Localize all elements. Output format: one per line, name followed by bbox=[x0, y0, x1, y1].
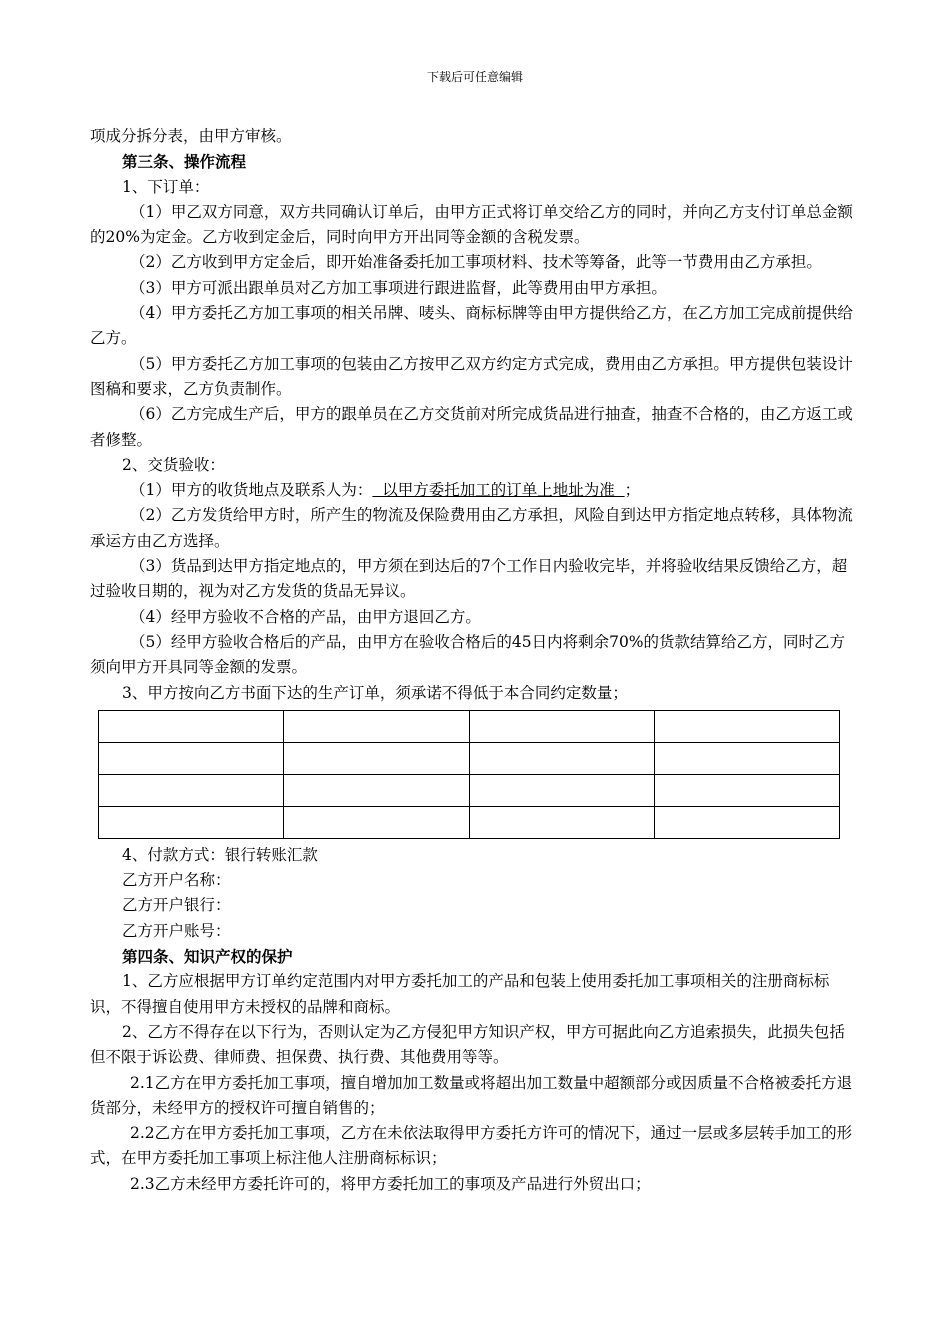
table-cell bbox=[284, 742, 469, 774]
clause-4-1: 1、乙方应根据甲方订单约定范围内对甲方委托加工的产品和包装上使用委托加工事项相关的注册商标标识，不得擅自使用甲方未授权的品牌和商标。 bbox=[90, 972, 830, 1016]
clause-3-2-5: （5）经甲方验收合格后的产品，由甲方在验收合格后的45日内将剩余70%的货款结算给乙方，同时乙方须向甲方开具同等金额的发票。 bbox=[90, 632, 846, 677]
table-cell bbox=[284, 710, 469, 742]
account-name-label: 乙方开户名称： bbox=[122, 871, 231, 890]
table-row bbox=[99, 774, 840, 806]
table-cell bbox=[469, 710, 654, 742]
document-body bbox=[90, 124, 860, 1197]
account-number-label: 乙方开户账号： bbox=[122, 921, 231, 940]
section-heading-4: 第四条、知识产权的保护 bbox=[122, 947, 293, 967]
section-heading-3: 第三条、操作流程 bbox=[122, 152, 247, 172]
clause-3-1-3: （3）甲方可派出跟单员对乙方加工事项进行跟进监督，此等费用由甲方承担。 bbox=[130, 278, 667, 297]
subsection-payment: 4、付款方式：银行转账汇款 bbox=[122, 845, 318, 864]
clause-3-2-4: （4）经甲方验收不合格的产品，由甲方退回乙方。 bbox=[130, 607, 481, 626]
clause-3-1-4: （4）甲方委托乙方加工事项的相关吊牌、唛头、商标标牌等由甲方提供给乙方，在乙方加工完成前提供给乙方。 bbox=[90, 304, 853, 348]
table-cell bbox=[99, 774, 284, 806]
table-cell bbox=[99, 742, 284, 774]
clause-4-2-2: 2.2乙方在甲方委托加工事项，乙方在未依法取得甲方委托方许可的情况下，通过一层或多层转手加工的形式，在甲方委托加工事项上标注他人注册商标标识； bbox=[90, 1124, 853, 1168]
account-bank-label: 乙方开户银行： bbox=[122, 896, 231, 915]
clause-3-1-1: （1）甲乙双方同意，双方共同确认订单后，由甲方正式将订单交给乙方的同时，并向乙方支付订单总金额的20%为定金。乙方收到定金后，同时向甲方开出同等金额的含税发票。 bbox=[90, 202, 853, 247]
table-cell bbox=[654, 806, 839, 838]
paragraph-continuation: 项成分拆分表，由甲方审核。 bbox=[90, 127, 292, 145]
clause-3-2-1-label: （1）甲方的收货地点及联系人为： bbox=[130, 481, 373, 500]
table-cell bbox=[469, 806, 654, 838]
clause-4-2-1: 2.1乙方在甲方委托加工事项，擅自增加加工数量或将超出加工数量中超额部分或因质量不合格被委托方退货部分，未经甲方的授权许可擅自销售的； bbox=[90, 1073, 853, 1117]
table-cell bbox=[654, 710, 839, 742]
table-cell bbox=[99, 806, 284, 838]
table-row bbox=[99, 806, 840, 838]
table-row bbox=[99, 742, 840, 774]
clause-4-2: 2、乙方不得存在以下行为，否则认定为乙方侵犯甲方知识产权，甲方可据此向乙方追索损失，此损失包括但不限于诉讼费、律师费、担保费、执行费、其他费用等等。 bbox=[90, 1022, 845, 1067]
clause-3-1-5: （5）甲方委托乙方加工事项的包装由乙方按甲乙双方约定方式完成，费用由乙方承担。甲方提供包装设计图稿和要求，乙方负责制作。 bbox=[90, 354, 853, 398]
clause-3-2-3: （3）货品到达甲方指定地点的，甲方须在到达后的7个工作日内验收完毕，并将验收结果反馈给乙方，超过验收日期的，视为对乙方发货的货品无异议。 bbox=[90, 557, 848, 601]
subsection-delivery: 2、交货验收： bbox=[122, 455, 225, 474]
clause-3-1-6: （6）乙方完成生产后，甲方的跟单员在乙方交货前对所完成货品进行抽查，抽查不合格的，由乙方返工或者修整。 bbox=[90, 405, 853, 449]
table-row bbox=[99, 710, 840, 742]
order-table bbox=[98, 710, 840, 839]
subsection-order: 1、下订单： bbox=[122, 177, 210, 196]
clause-4-2-3: 2.3乙方未经甲方委托许可的，将甲方委托加工的事项及产品进行外贸出口； bbox=[130, 1174, 651, 1193]
table-cell bbox=[654, 742, 839, 774]
subsection-order-quantity: 3、甲方按向乙方书面下达的生产订单，须承诺不得低于本合同约定数量； bbox=[122, 683, 628, 702]
table-cell bbox=[654, 774, 839, 806]
clause-3-2-1 bbox=[90, 478, 860, 503]
clause-3-1-2: （2）乙方收到甲方定金后，即开始准备委托加工事项材料、技术等筹备，此等一节费用由乙方承担。 bbox=[130, 253, 822, 272]
delivery-address-underlined: 以甲方委托加工的订单上地址为准 bbox=[372, 481, 625, 500]
table-cell bbox=[284, 806, 469, 838]
table-cell bbox=[99, 710, 284, 742]
table-cell bbox=[284, 774, 469, 806]
table-cell bbox=[469, 742, 654, 774]
clause-3-2-2: （2）乙方发货给甲方时，所产生的物流及保险费用由乙方承担，风险自到达甲方指定地点转移，具体物流承运方由乙方选择。 bbox=[90, 506, 853, 550]
page-header: 下载后可任意编辑 bbox=[426, 70, 523, 84]
clause-3-2-1-end: ； bbox=[624, 481, 641, 500]
table-cell bbox=[469, 774, 654, 806]
